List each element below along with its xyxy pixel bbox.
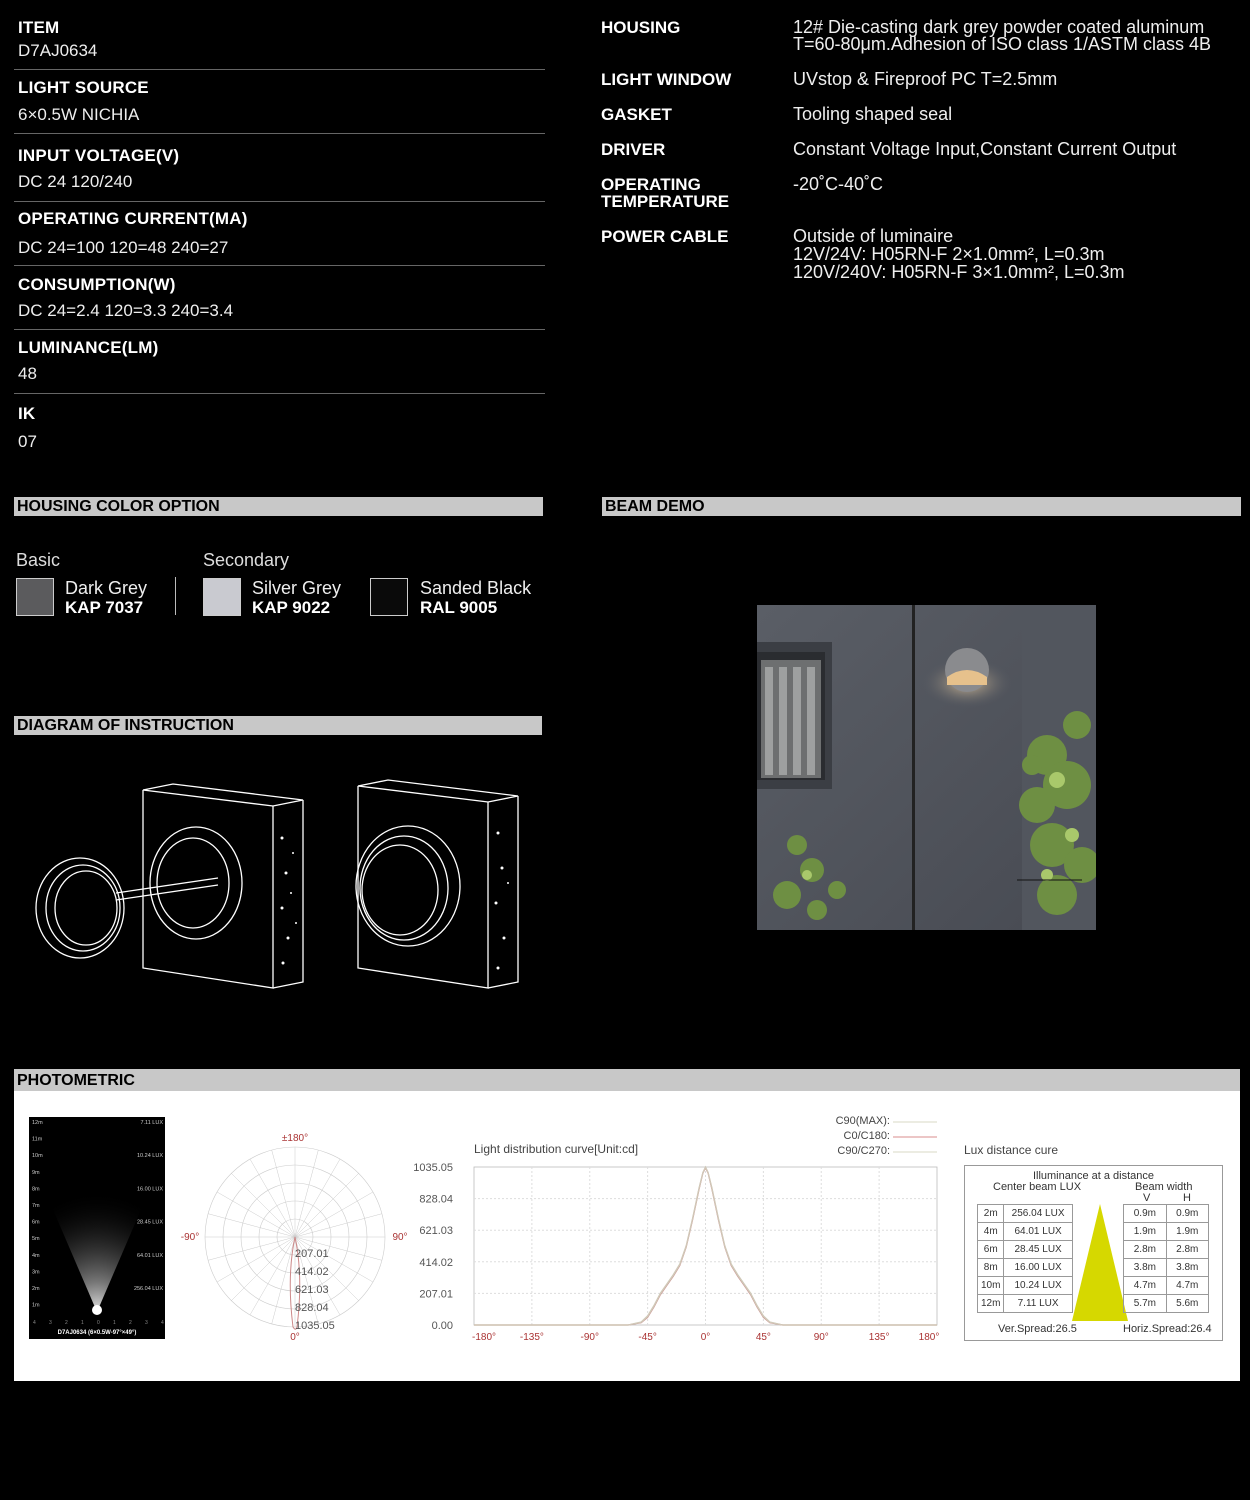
polar-spoke <box>295 1214 382 1237</box>
lux-strip-axis-tick: 4 <box>33 1320 36 1326</box>
lux-row-v: 5.7m <box>1124 1295 1166 1313</box>
swatch-name-dark-grey: Dark Grey <box>65 578 148 598</box>
lux-strip-caption: D7AJ0634 (6×0.5W-97°×49°) <box>57 1330 137 1336</box>
legend-swatches <box>890 1114 940 1159</box>
table-row <box>978 1205 1209 1223</box>
beam-demo-photo <box>757 605 1096 930</box>
swatch-dark-grey[interactable] <box>16 578 54 616</box>
table-row <box>978 1295 1209 1313</box>
x-tick-label: -180° <box>471 1332 497 1343</box>
polar-bottom-label: 0° <box>290 1332 300 1343</box>
polar-spoke <box>272 1150 295 1237</box>
lux-distance-title: Lux distance cure <box>964 1143 1059 1157</box>
section-header-housing-color: HOUSING COLOR OPTION <box>14 497 543 516</box>
spec-value-power-cable-3: 120V/240V: H05RN-F 3×1.0mm², L=0.3m <box>793 262 1125 282</box>
lux-row-spacer <box>1072 1241 1123 1259</box>
lux-strip-axis-tick: 1 <box>113 1320 116 1326</box>
lux-strip-distance: 3m <box>32 1269 40 1276</box>
y-tick-label: 414.02 <box>419 1256 453 1269</box>
lux-strip-value: 16.00 LUX <box>137 1186 163 1193</box>
polar-spoke <box>217 1192 295 1237</box>
spec-label-light-source: LIGHT SOURCE <box>18 78 149 97</box>
spec-label-operating-current: OPERATING CURRENT(MA) <box>18 209 248 228</box>
lux-strip-distance: 7m <box>32 1203 40 1209</box>
spec-value-light-window: UVstop & Fireproof PC T=2.5mm <box>793 69 1058 89</box>
lux-header-h: H <box>1183 1192 1191 1204</box>
ver-spread: Ver.Spread:26.5 <box>998 1323 1077 1335</box>
secondary-label: Secondary <box>203 550 290 570</box>
lux-strip-distance: 6m <box>32 1219 40 1226</box>
spec-value-ik: 07 <box>18 432 37 451</box>
lux-strip-value: 64.01 LUX <box>137 1252 163 1259</box>
series-line-2 <box>474 1167 937 1325</box>
polar-top-label: ±180° <box>281 1133 309 1144</box>
spec-label-light-window: LIGHT WINDOW <box>601 70 732 89</box>
x-tick-label: -90° <box>580 1332 599 1343</box>
polar-spoke <box>250 1159 295 1237</box>
lux-row-value: 256.04 LUX <box>1004 1205 1072 1223</box>
lux-row-value: 16.00 LUX <box>1004 1259 1072 1277</box>
polar-spoke <box>231 1237 295 1301</box>
lux-strip-value: 10.24 LUX <box>137 1153 163 1160</box>
y-tick-label: 207.01 <box>419 1288 453 1301</box>
polar-spoke <box>295 1173 359 1237</box>
lux-strip-value: 28.45 LUX <box>137 1219 163 1226</box>
polar-diagram <box>175 1125 415 1350</box>
spec-value-luminance: 48 <box>18 364 37 383</box>
spec-label-operating-temperature-2: TEMPERATURE <box>601 192 730 211</box>
lux-row-v: 4.7m <box>1124 1277 1166 1295</box>
section-header-photometric: PHOTOMETRIC <box>14 1069 1240 1091</box>
lux-row-h: 4.7m <box>1166 1277 1208 1295</box>
spec-label-input-voltage: INPUT VOLTAGE(V) <box>18 146 180 165</box>
spec-label-item: ITEM <box>18 18 60 37</box>
lux-header-v: V <box>1143 1192 1151 1204</box>
x-tick-label: -45° <box>638 1332 657 1343</box>
spec-value-input-voltage: DC 24 120/240 <box>18 172 133 191</box>
basic-label: Basic <box>16 550 61 570</box>
y-tick-label: 1035.05 <box>413 1162 453 1174</box>
lux-strip-distance: 5m <box>32 1236 40 1243</box>
lux-strip-axis-tick: 2 <box>65 1320 68 1326</box>
polar-ring-label: 621.03 <box>295 1284 329 1296</box>
polar-ring-label: 828.04 <box>295 1302 329 1314</box>
spec-label-power-cable: POWER CABLE <box>601 227 729 246</box>
lux-row-distance: 8m <box>978 1259 1004 1277</box>
lux-strip-distance: 2m <box>32 1286 40 1292</box>
divider <box>14 133 545 134</box>
y-tick-label: 621.03 <box>419 1225 453 1238</box>
lux-header-beam-width: Beam width <box>1135 1181 1193 1193</box>
lux-strip <box>29 1117 165 1339</box>
lux-row-h: 5.6m <box>1166 1295 1208 1313</box>
lux-row-h: 0.9m <box>1166 1205 1208 1223</box>
y-tick-label: 828.04 <box>419 1193 453 1206</box>
divider <box>14 69 545 70</box>
spec-value-driver: Constant Voltage Input,Constant Current Output <box>793 139 1177 159</box>
swatch-silver-grey[interactable] <box>203 578 241 616</box>
divider <box>14 201 545 202</box>
swatch-name-silver-grey: Silver Grey <box>252 578 342 598</box>
polar-ring-label: 207.01 <box>295 1248 329 1260</box>
spec-value-consumption: DC 24=2.4 120=3.3 240=3.4 <box>18 301 234 320</box>
spec-value-item: D7AJ0634 <box>18 41 98 60</box>
table-row <box>978 1223 1209 1241</box>
polar-spoke <box>295 1150 318 1237</box>
lux-strip-distance: 1m <box>32 1302 40 1309</box>
spec-value-operating-current: DC 24=100 120=48 240=27 <box>18 238 229 257</box>
spec-label-ik: IK <box>18 404 36 423</box>
polar-spoke <box>208 1237 295 1260</box>
lux-strip-axis-tick: 2 <box>129 1320 132 1326</box>
lux-row-distance: 6m <box>978 1241 1004 1259</box>
spec-value-power-cable-2: 12V/24V: H05RN-F 2×1.0mm², L=0.3m <box>793 244 1105 264</box>
swatch-code-dark-grey: KAP 7037 <box>65 598 144 617</box>
spec-value-light-source: 6×0.5W NICHIA <box>18 105 140 124</box>
polar-left-label: -90° <box>180 1232 200 1243</box>
spec-label-consumption: CONSUMPTION(W) <box>18 275 176 294</box>
lux-strip-axis-tick: 1 <box>81 1320 84 1326</box>
spec-value-housing-2: T=60-80μm.Adhesion of ISO class 1/ASTM class 4B <box>793 34 1212 54</box>
lux-row-distance: 4m <box>978 1223 1004 1241</box>
spec-label-housing: HOUSING <box>601 18 681 37</box>
polar-spoke <box>217 1237 295 1282</box>
lux-row-v: 2.8m <box>1124 1241 1166 1259</box>
x-tick-label: 0° <box>700 1332 711 1343</box>
spec-label-driver: DRIVER <box>601 140 666 159</box>
swatch-name-sanded-black: Sanded Black <box>420 578 532 598</box>
series-line-0 <box>474 1167 937 1325</box>
lux-row-v: 0.9m <box>1124 1205 1166 1223</box>
lux-strip-distance: 9m <box>32 1169 40 1176</box>
swatch-code-sanded-black: RAL 9005 <box>420 598 498 617</box>
horiz-spread: Horiz.Spread:26.4 <box>1123 1323 1212 1335</box>
lux-strip-axis-tick: 3 <box>49 1320 52 1326</box>
spec-value-operating-temperature: -20˚C-40˚C <box>793 174 884 194</box>
lux-row-h: 3.8m <box>1166 1259 1208 1277</box>
polar-right-label: 90° <box>392 1232 408 1243</box>
swatch-sanded-black[interactable] <box>370 578 408 616</box>
lux-distance-table <box>977 1204 1209 1313</box>
lux-strip-axis-tick: 3 <box>145 1320 148 1326</box>
x-tick-label: 135° <box>868 1332 890 1343</box>
legend-c90-c270: C90/C270: <box>837 1145 890 1157</box>
polar-spoke <box>231 1173 295 1237</box>
legend-c0-c180: C0/C180: <box>843 1130 890 1142</box>
table-row <box>978 1277 1209 1295</box>
lux-header-illuminance: Illuminance at a distance <box>1032 1170 1155 1182</box>
installation-diagram <box>28 778 528 993</box>
lux-strip-distance: 12m <box>32 1120 43 1126</box>
section-header-diagram: DIAGRAM OF INSTRUCTION <box>14 716 542 735</box>
lux-row-spacer <box>1072 1259 1123 1277</box>
lux-row-value: 7.11 LUX <box>1004 1295 1072 1313</box>
lux-row-value: 28.45 LUX <box>1004 1241 1072 1259</box>
x-tick-label: 45° <box>755 1332 771 1343</box>
lux-row-h: 2.8m <box>1166 1241 1208 1259</box>
polar-ring-label: 1035.05 <box>295 1320 335 1332</box>
lux-row-value: 64.01 LUX <box>1004 1223 1072 1241</box>
polar-spoke <box>295 1192 373 1237</box>
light-distribution-chart <box>400 1155 948 1350</box>
lux-strip-distance: 11m <box>32 1136 43 1143</box>
lux-strip-value: 7.11 LUX <box>140 1120 163 1126</box>
lux-strip-distance: 8m <box>32 1186 40 1193</box>
divider <box>14 329 545 330</box>
lux-row-distance: 10m <box>978 1277 1004 1295</box>
divider <box>14 265 545 266</box>
lux-header-center-beam: Center beam LUX <box>993 1181 1082 1193</box>
curve-title: Light distribution curve[Unit:cd] <box>474 1142 639 1156</box>
x-tick-label: -135° <box>519 1332 544 1343</box>
y-tick-label: 0.00 <box>431 1320 453 1332</box>
lux-row-spacer <box>1072 1295 1123 1313</box>
lux-strip-value: 256.04 LUX <box>133 1286 163 1292</box>
lux-row-distance: 2m <box>978 1205 1004 1223</box>
spec-value-gasket: Tooling shaped seal <box>793 104 953 124</box>
spec-label-luminance: LUMINANCE(LM) <box>18 338 159 357</box>
lux-strip-distance: 10m <box>32 1153 43 1160</box>
lux-row-value: 10.24 LUX <box>1004 1277 1072 1295</box>
lux-strip-distance: 4m <box>32 1252 40 1259</box>
section-header-beam-demo: BEAM DEMO <box>602 497 1241 516</box>
lux-row-distance: 12m <box>978 1295 1004 1313</box>
swatch-code-silver-grey: KAP 9022 <box>252 598 331 617</box>
lux-row-h: 1.9m <box>1166 1223 1208 1241</box>
spec-value-power-cable-1: Outside of luminaire <box>793 226 954 246</box>
lux-strip-axis-tick: 4 <box>161 1320 164 1326</box>
lux-row-v: 1.9m <box>1124 1223 1166 1241</box>
divider <box>14 393 545 394</box>
lux-row-spacer <box>1072 1205 1123 1223</box>
spec-label-operating-temperature-1: OPERATING <box>601 175 701 194</box>
lux-row-spacer <box>1072 1223 1123 1241</box>
table-row <box>978 1259 1209 1277</box>
polar-spoke <box>295 1159 340 1237</box>
legend-c90-max: C90(MAX): <box>835 1115 890 1127</box>
polar-spoke <box>208 1214 295 1237</box>
polar-spoke <box>250 1237 295 1315</box>
swatch-divider <box>175 577 176 615</box>
lux-row-spacer <box>1072 1277 1123 1295</box>
lux-strip-axis-tick: 0 <box>97 1320 100 1326</box>
plot-frame <box>474 1167 937 1325</box>
spec-value-housing-1: 12# Die-casting dark grey powder coated aluminum <box>793 17 1205 37</box>
lux-row-v: 3.8m <box>1124 1259 1166 1277</box>
polar-ring-label: 414.02 <box>295 1266 329 1278</box>
curve-legend <box>760 1114 890 1159</box>
lux-distance-box <box>964 1165 1223 1341</box>
x-tick-label: 180° <box>918 1332 940 1343</box>
x-tick-label: 90° <box>813 1332 829 1343</box>
table-row <box>978 1241 1209 1259</box>
spec-label-gasket: GASKET <box>601 105 672 124</box>
